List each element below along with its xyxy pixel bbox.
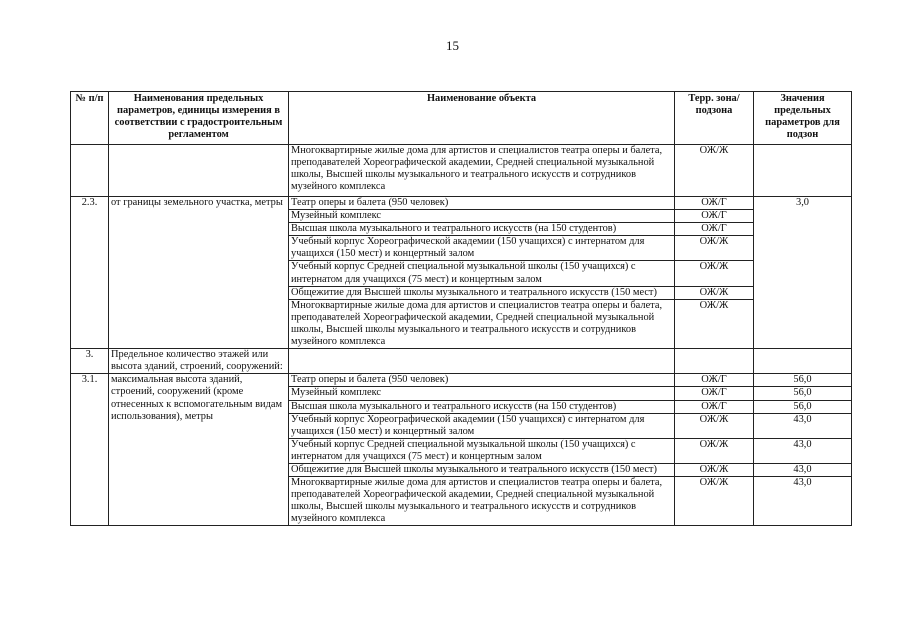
cell-value: 43,0: [754, 438, 852, 463]
cell-value: 43,0: [754, 463, 852, 476]
cell-zone: ОЖ/Ж: [675, 261, 754, 286]
cell-object: Учебный корпус Хореографической академии (150 учащихся) с интернатом для учащихся (150 мест) и концертный залом: [289, 413, 675, 438]
regulations-table: [70, 91, 852, 526]
cell-param: [109, 145, 289, 197]
cell-zone: ОЖ/Ж: [675, 463, 754, 476]
cell-zone: ОЖ/Ж: [675, 236, 754, 261]
cell-object: Общежитие для Высшей школы музыкального и театрального искусств (150 мест): [289, 463, 675, 476]
cell-value: 56,0: [754, 400, 852, 413]
cell-zone: ОЖ/Ж: [675, 299, 754, 348]
cell-object: Многоквартирные жилые дома для артистов и специалистов театра оперы и балета, преподавателей Хореографической академии, Средней специальной музыкальной школы, Высшей школы музыкального и театрального искусств и сотрудников музейного комплекса: [289, 477, 675, 526]
header-param: Наименования предельных параметров, единицы измерения в соответствии с градостроительным регламентом: [109, 92, 289, 145]
cell-value: 56,0: [754, 374, 852, 387]
header-row: [71, 92, 852, 145]
cell-object: Многоквартирные жилые дома для артистов и специалистов театра оперы и балета, преподавателей Хореографической академии, Средней специальной музыкальной школы, Высшей школы музыкального и театрального искусств и сотрудников музейного комплекса: [289, 145, 675, 197]
table-row: [71, 374, 852, 387]
header-object: Наименование объекта: [289, 92, 675, 145]
header-num: № п/п: [71, 92, 109, 145]
header-zone: Терр. зона/подзона: [675, 92, 754, 145]
cell-object: Учебный корпус Средней специальной музыкальной школы (150 учащихся) с интернатом для учащихся (75 мест) и концертным залом: [289, 261, 675, 286]
cell-object: Учебный корпус Хореографической академии (150 учащихся) с интернатом для учащихся (150 мест) и концертный залом: [289, 236, 675, 261]
page-number: 15: [446, 38, 459, 53]
cell-zone: ОЖ/Ж: [675, 413, 754, 438]
cell-zone: [675, 349, 754, 374]
cell-object: Театр оперы и балета (950 человек): [289, 374, 675, 387]
cell-object: Многоквартирные жилые дома для артистов и специалистов театра оперы и балета, преподавателей Хореографической академии, Средней специальной музыкальной школы, Высшей школы музыкального и театрального искусств и сотрудников музейного комплекса: [289, 299, 675, 348]
cell-value: [754, 349, 852, 374]
cell-object: Театр оперы и балета (950 человек): [289, 197, 675, 210]
cell-zone: ОЖ/Ж: [675, 477, 754, 526]
cell-object: [289, 349, 675, 374]
cell-num: 3.1.: [71, 374, 109, 526]
cell-param: Предельное количество этажей или высота зданий, строений, сооружений:: [109, 349, 289, 374]
table-row: [71, 145, 852, 197]
table-row: [71, 197, 852, 210]
cell-object: Высшая школа музыкального и театрального искусств (на 150 студентов): [289, 223, 675, 236]
cell-value: 43,0: [754, 477, 852, 526]
cell-zone: ОЖ/Г: [675, 374, 754, 387]
cell-zone: ОЖ/Г: [675, 387, 754, 400]
cell-zone: ОЖ/Г: [675, 210, 754, 223]
cell-num: 2.3.: [71, 197, 109, 349]
cell-zone: ОЖ/Г: [675, 400, 754, 413]
cell-zone: ОЖ/Ж: [675, 145, 754, 197]
cell-value: 3,0: [754, 197, 852, 349]
cell-num: [71, 145, 109, 197]
table-row: [71, 349, 852, 374]
cell-value: 43,0: [754, 413, 852, 438]
cell-num: 3.: [71, 349, 109, 374]
cell-zone: ОЖ/Ж: [675, 438, 754, 463]
cell-object: Высшая школа музыкального и театрального искусств (на 150 студентов): [289, 400, 675, 413]
cell-object: Учебный корпус Средней специальной музыкальной школы (150 учащихся) с интернатом для учащихся (75 мест) и концертным залом: [289, 438, 675, 463]
header-value: Значения предельных параметров для подзон: [754, 92, 852, 145]
cell-object: Музейный комплекс: [289, 387, 675, 400]
cell-object: Общежитие для Высшей школы музыкального и театрального искусств (150 мест): [289, 286, 675, 299]
cell-object: Музейный комплекс: [289, 210, 675, 223]
cell-zone: ОЖ/Г: [675, 197, 754, 210]
cell-zone: ОЖ/Ж: [675, 286, 754, 299]
cell-param: от границы земельного участка, метры: [109, 197, 289, 349]
cell-value: [754, 145, 852, 197]
cell-zone: ОЖ/Г: [675, 223, 754, 236]
cell-value: 56,0: [754, 387, 852, 400]
cell-param: максимальная высота зданий, строений, сооружений (кроме отнесенных к вспомогательным видам использования), метры: [109, 374, 289, 526]
